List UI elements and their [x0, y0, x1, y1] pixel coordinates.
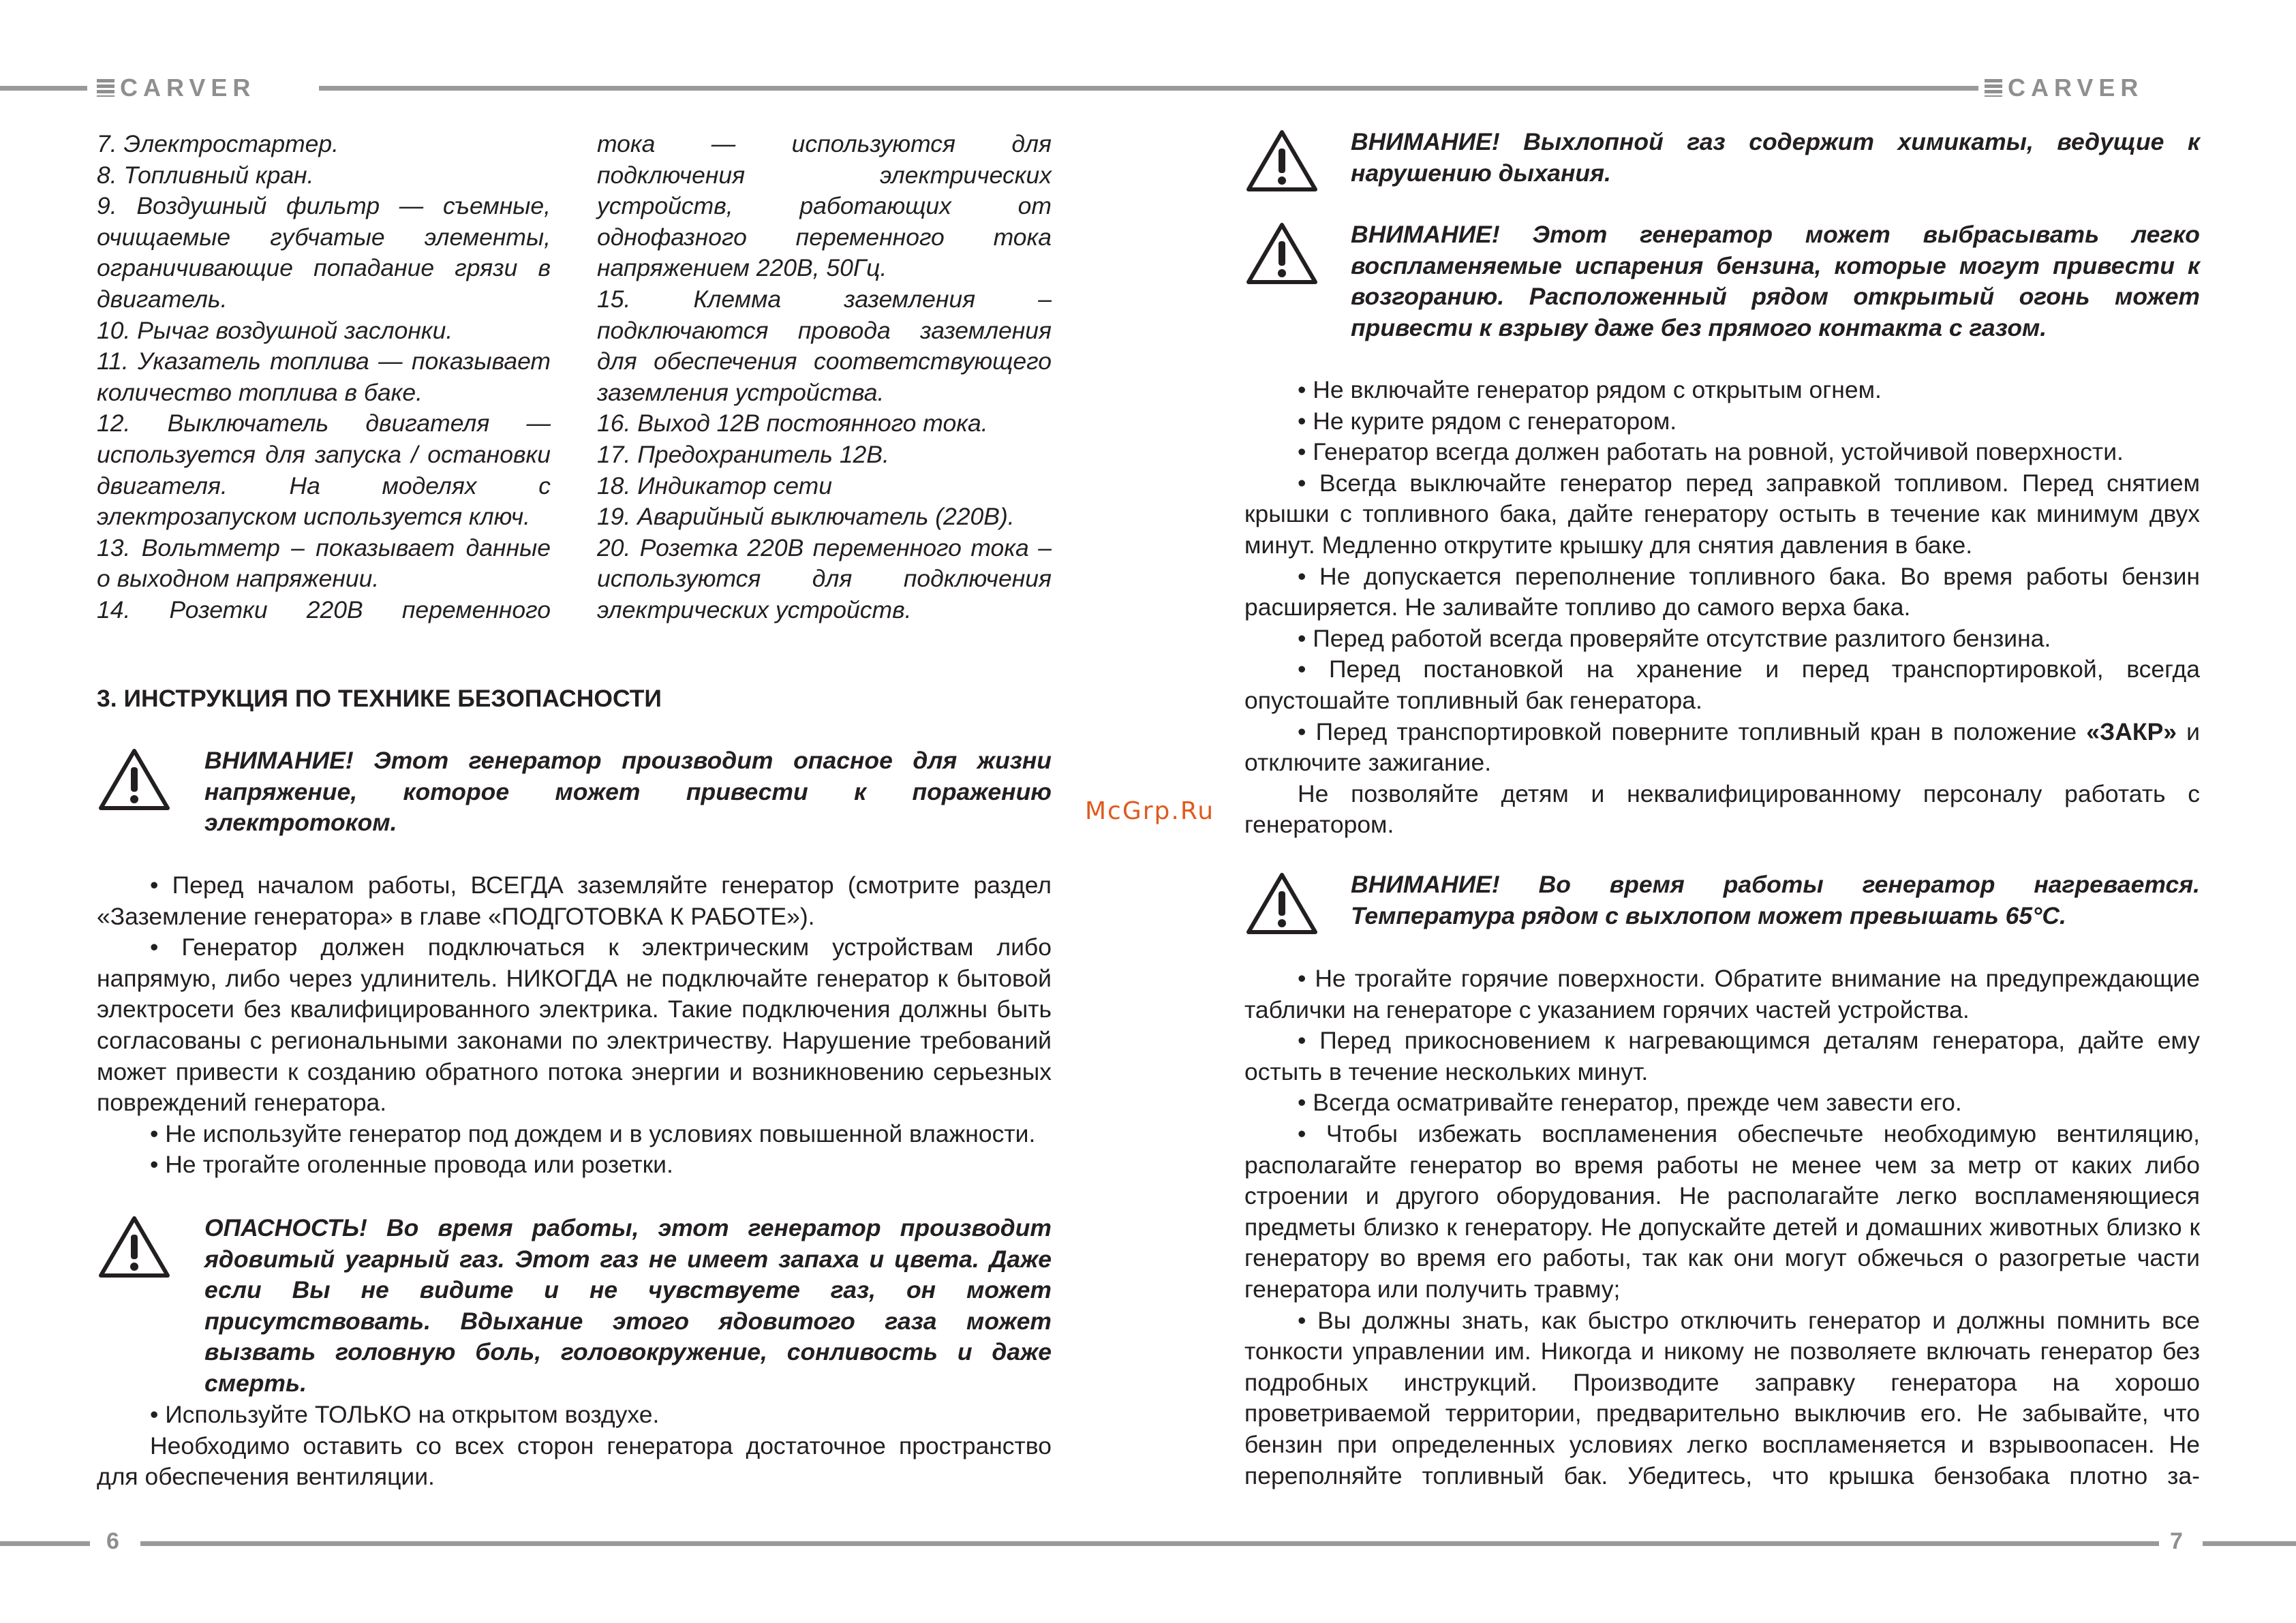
paragraph: • Вы должны знать, как быстро отключить генератор и должны помнить все тонкости управлении им. Никогда и никому не позволяете включать генератор без подробных инструкций. Производите заправку генератора на хорошо проветриваемой территории, предварительно выключив его. Не забывайте, что бензин при определенных условиях легко воспламеняется и взрывоопасен. Не переполняйте топливный бак. Убедитесь, что крышка бензобака плотно за-	[1244, 1306, 2200, 1489]
warning-triangle-icon	[1244, 127, 1319, 195]
paragraph: • Используйте ТОЛЬКО на открытом воздухе.	[150, 1401, 660, 1428]
paragraph: Не позволяйте детям и неквалифицированному персоналу работать с генератором.	[1244, 779, 2200, 839]
paragraph: • Всегда выключайте генератор перед заправкой топливом. Перед снятием крышки с топливного бака, дайте генератору остыть в течение как минимум двух минут. Медленно открутите крышку для снятия давления в баке.	[1244, 469, 2200, 559]
paragraph-transport	[1244, 717, 2200, 779]
paragraph: • Не трогайте оголенные провода или розетки.	[150, 1151, 673, 1179]
footer-rule-center	[140, 1541, 2159, 1546]
paragraph: • Не трогайте горячие поверхности. Обратите внимание на предупреждающие таблички на генераторе с указанием горячих частей устройства.	[1244, 965, 2200, 1023]
paragraph: • Чтобы избежать воспламенения обеспечьте необходимую вентиляцию, располагайте генератор во время работы не менее чем за метр от каких либо строении и другого оборудования. Не располагайте легко воспламеняющиеся предметы близко к генератору. Не допускайте детей и домашних животных близко к генератору во время его работы, так как они могут обжечься о разогретые части генератора или получить травму;	[1244, 1119, 2200, 1303]
section-title: 3. ИНСТРУКЦИЯ ПО ТЕХНИКЕ БЕЗОПАСНОСТИ	[97, 685, 662, 712]
brand-name: CARVER	[2008, 74, 2144, 102]
warning-triangle-icon	[97, 1213, 172, 1281]
safety-paragraphs-4	[1244, 963, 2200, 1491]
warning-block	[97, 745, 1052, 839]
page-number-left: 6	[106, 1528, 119, 1554]
parts-list-col-1	[97, 129, 551, 626]
transport-text-end: и отключите зажигание.	[1244, 717, 2200, 777]
list-item: 13. Вольтметр – показывает данные о выходном напряжении.	[97, 534, 551, 593]
watermark: McGrp.Ru	[1085, 797, 1215, 825]
parts-list-col-2	[597, 129, 1052, 626]
brand-logo-right	[1985, 75, 2143, 101]
header-rule-left	[0, 86, 87, 91]
brand-logo-left	[97, 75, 256, 101]
paragraph: • Перед началом работы, ВСЕГДА заземляйте генератор (смотрите раздел «Заземление генератора» в главе «ПОДГОТОВКА К РАБОТЕ»).	[97, 871, 1052, 930]
header-rule-center	[319, 86, 1978, 91]
paragraph: Необходимо оставить со всех сторон генератора достаточное пространство для обеспечения вентиляции.	[97, 1432, 1052, 1491]
list-item: тока — используются для подключения электрических устройств, работающих от однофазного переменного тока напряжением 220В, 50Гц.	[597, 130, 1052, 282]
list-item: 10. Рычаг воздушной заслонки.	[97, 316, 453, 344]
safety-paragraphs-3	[1244, 375, 2200, 841]
list-item: 19. Аварийный выключатель (220В).	[597, 503, 1015, 531]
warning-block	[1244, 869, 2200, 938]
warning-text: ВНИМАНИЕ! Этот генератор может выбрасывать легко воспламеняемые испарения бензина, которые могут привести к возгоранию. Расположенный рядом открытый огонь может привести к взрыву даже без прямого контакта с газом.	[1351, 221, 2200, 341]
list-item: 17. Предохранитель 12В.	[597, 440, 889, 468]
paragraph: • Не курите рядом с генератором.	[1298, 407, 1677, 435]
list-item: 9. Воздушный фильтр — съемные, очищаемые губчатые элементы, ограничивающие попадание грязи в двигатель.	[97, 192, 551, 313]
list-item: 14. Розетки 220В переменного	[97, 596, 551, 623]
warning-text: ВНИМАНИЕ! Во время работы генератор нагревается. Температура рядом с выхлопом может превышать 65°С.	[1351, 871, 2200, 929]
paragraph: • Генератор должен подключаться к электрическим устройствам либо напрямую, либо через удлинитель. НИКОГДА не подключайте генератор к бытовой электросети без квалифицированного электрика. Такие подключения должны быть согласованы с региональными законами по электричеству. Нарушение требований может привести к созданию обратного потока энергии и возникновению серьезных повреждений генератора.	[97, 933, 1052, 1117]
list-item: 20. Розетка 220В переменного тока – используются для подключения электрических устройств.	[597, 534, 1052, 623]
paragraph: • Всегда осматривайте генератор, прежде чем завести его.	[1298, 1089, 1962, 1117]
safety-paragraphs-2	[97, 1400, 1052, 1493]
transport-text: • Перед транспортировкой поверните топливный кран в положение	[1298, 717, 2087, 745]
warning-text: ВНИМАНИЕ! Выхлопной газ содержит химикаты, ведущие к нарушению дыхания.	[1351, 128, 2200, 187]
paragraph: • Не допускается переполнение топливного бака. Во время работы бензин расширяется. Не заливайте топливо до самого верха бака.	[1244, 562, 2200, 621]
paragraph: • Перед постановкой на хранение и перед транспортировкой, всегда опустошайте топливный бак генератора.	[1244, 655, 2200, 714]
danger-text: ОПАСНОСТЬ! Во время работы, этот генератор производит ядовитый угарный газ. Этот газ не имеет запаха и цвета. Даже если Вы не видите и не чувствуете газ, он может присутствовать. Вдыхание этого ядовитого газа может вызвать головную боль, головокружение, сонливость и даже смерть.	[204, 1214, 1052, 1397]
paragraph: • Не используйте генератор под дождем и в условиях повышенной влажности.	[150, 1119, 1036, 1147]
list-item: 12. Выключатель двигателя — используется для запуска / остановки двигателя. На моделях с электрозапуском используется ключ.	[97, 409, 551, 531]
danger-block	[97, 1213, 1052, 1400]
page-number-right: 7	[2170, 1528, 2183, 1554]
list-item: 11. Указатель топлива — показывает количество топлива в баке.	[97, 347, 551, 406]
paragraph: • Не включайте генератор рядом с открытым огнем.	[1298, 376, 1882, 403]
warning-text: ВНИМАНИЕ! Этот генератор производит опасное для жизни напряжение, которое может привести к поражению электротоком.	[204, 747, 1052, 837]
footer-rule-right	[2203, 1541, 2296, 1546]
paragraph: • Перед прикосновением к нагревающимся деталям генератора, дайте ему остыть в течение нескольких минут.	[1244, 1027, 2200, 1085]
warning-block	[1244, 219, 2200, 343]
list-item: 15. Клемма заземления – подключаются провода заземления для обеспечения соответствующего заземления устройства.	[597, 285, 1052, 406]
paragraph: • Перед работой всегда проверяйте отсутствие разлитого бензина.	[1298, 624, 2051, 652]
footer-rule-left	[0, 1541, 90, 1546]
warning-triangle-icon	[1244, 869, 1319, 938]
list-item: 8. Топливный кран.	[97, 161, 314, 189]
logo-mark-icon	[97, 79, 114, 97]
safety-paragraphs-1	[97, 870, 1052, 1181]
brand-name: CARVER	[120, 74, 256, 102]
warning-triangle-icon	[97, 745, 172, 814]
warning-block	[1244, 127, 2200, 195]
paragraph: • Генератор всегда должен работать на ровной, устойчивой поверхности.	[1298, 438, 2124, 466]
list-item: 16. Выход 12В постоянного тока.	[597, 409, 988, 437]
warning-triangle-icon	[1244, 219, 1319, 288]
logo-mark-icon	[1985, 79, 2002, 97]
list-item: 7. Электростартер.	[97, 130, 339, 157]
list-item: 18. Индикатор сети	[597, 472, 832, 499]
closed-position-label: «ЗАКР»	[2086, 717, 2177, 745]
